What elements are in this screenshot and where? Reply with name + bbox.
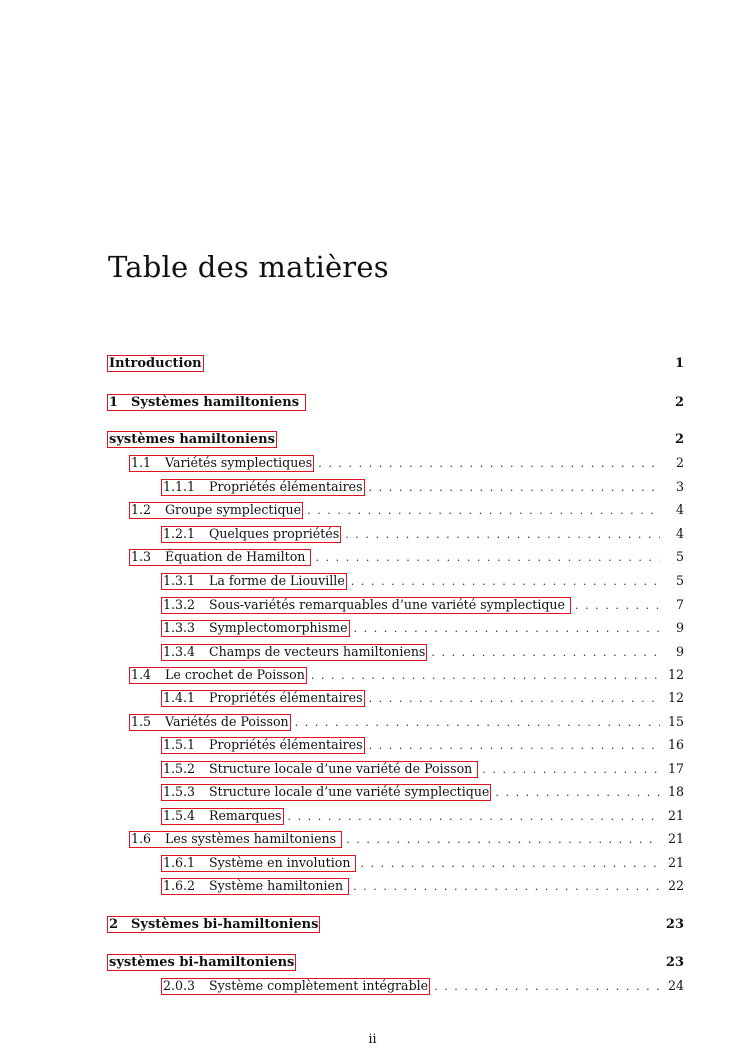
toc-entry-label: Équation de Hamilton [165,549,310,564]
toc-entry-link[interactable] [161,644,427,661]
toc-entry-page: 9 [675,620,684,635]
toc-entry[interactable] [107,431,684,448]
dot-leader [434,981,660,992]
toc-entry-label: systèmes bi-hamiltoniens [109,955,295,970]
toc-entry-number: 1.6.1 [163,855,196,870]
toc-entry-link[interactable] [161,620,350,637]
toc-entry[interactable] [129,502,684,519]
toc-entry-number: 1.6 [131,831,152,846]
toc-entry-page: 23 [665,955,684,970]
toc-entry-label: Système hamiltonien [209,878,348,893]
toc-entry[interactable] [107,916,684,933]
dot-leader [346,834,660,845]
toc-entry[interactable] [161,737,684,754]
toc-entry[interactable] [161,784,684,801]
toc-entry-page: 22 [667,878,684,893]
toc-entry-link[interactable] [161,761,478,778]
toc-entry-page: 9 [675,644,684,659]
toc-entry-number: 1.5 [131,714,152,729]
toc-entry-page: 7 [675,597,684,612]
toc-entry-number: 1.4 [131,667,152,682]
toc-entry-page: 1 [674,356,684,371]
dot-leader [295,717,660,728]
toc-entry-page: 23 [665,917,684,932]
page-title: Table des matières [108,250,389,284]
toc-entry-page: 4 [675,526,684,541]
toc-entry-number: 2 [109,917,119,932]
toc-entry-link[interactable] [129,714,291,731]
toc-entry[interactable] [107,394,684,411]
toc-entry-link[interactable] [129,502,303,519]
toc-entry[interactable] [161,978,684,995]
toc-entry-label: Groupe symplectique [165,502,302,517]
toc-entry-link[interactable] [161,808,284,825]
dot-leader [369,740,660,751]
dot-leader [575,600,660,611]
toc-entry-page: 2 [674,432,684,447]
toc-entry-label: Propriétés élémentaires [209,737,363,752]
toc-entry-label: Symplectomorphisme [209,620,348,635]
toc-entry[interactable] [161,878,684,895]
toc-entry-number: 1.6.2 [163,878,196,893]
toc-entry[interactable] [129,549,684,566]
toc-entry-label: Systèmes bi-hamiltoniens [131,917,319,932]
toc-entry[interactable] [161,690,684,707]
toc-entry-page: 12 [667,690,684,705]
toc-entry-page: 2 [674,395,684,410]
toc-entry[interactable] [161,808,684,825]
dot-leader [354,623,660,634]
toc-entry-number: 1.3.4 [163,644,196,659]
toc-entry-link[interactable] [161,573,347,590]
toc-entry[interactable] [161,597,684,614]
toc-entry-label: Système en involution [209,855,355,870]
toc-entry[interactable] [161,526,684,543]
dot-leader [318,458,660,469]
dot-leader [369,693,660,704]
toc-entry-number: 1.4.1 [163,690,196,705]
toc-entry-label: Systèmes hamiltoniens [131,395,304,410]
dot-leader [369,482,660,493]
toc-entry-label: systèmes hamiltoniens [109,432,275,447]
toc-entry[interactable] [129,831,684,848]
toc-entry-link[interactable] [161,855,356,872]
toc-entry-label: Sous-variétés remarquables d’une variété symplectique [209,597,569,612]
toc-entry[interactable] [129,455,684,472]
dot-leader [311,670,660,681]
toc-entry-label: Variétés symplectiques [165,455,313,470]
toc-entry-page: 21 [667,808,684,823]
toc-entry-link[interactable] [161,597,571,614]
toc-entry-link[interactable] [107,394,306,411]
toc-entry-label: Quelques propriétés [209,526,340,541]
toc-entry-number: 1.3.1 [163,573,196,588]
toc-entry-number: 1.5.3 [163,784,196,799]
toc-entry[interactable] [161,761,684,778]
dot-leader [351,576,660,587]
toc-entry[interactable] [107,355,684,372]
toc-entry-number: 1.5.1 [163,737,196,752]
toc-entry-link[interactable] [107,431,277,448]
toc-entry-link[interactable] [129,455,314,472]
toc-entry-link[interactable] [161,978,430,995]
dot-leader [315,552,660,563]
toc-entry-number: 1 [109,395,119,410]
toc-entry-page: 17 [667,761,684,776]
toc-entry-page: 12 [667,667,684,682]
toc-entry-link[interactable] [129,831,342,848]
toc-entry-page: 21 [667,855,684,870]
toc-entry-label: Variétés de Poisson [165,714,289,729]
toc-entry[interactable] [161,855,684,872]
toc-entry-link[interactable] [129,549,311,566]
toc-entry[interactable] [129,714,684,731]
toc-entry-page: 4 [675,502,684,517]
dot-leader [482,764,660,775]
dot-leader [288,811,661,822]
toc-entry-link[interactable] [161,784,491,801]
dot-leader [353,881,660,892]
toc-entry-number: 1.3.3 [163,620,196,635]
toc-entry-label: Propriétés élémentaires [209,690,363,705]
toc-entry-label: Introduction [109,356,202,371]
toc-entry-link[interactable] [107,916,320,933]
toc-entry-label: Remarques [209,808,282,823]
dot-leader [360,858,660,869]
toc-entry-number: 2.0.3 [163,978,196,993]
toc-entry-label: La forme de Liouville [209,573,345,588]
toc-entry-label: Système complètement intégrable [209,978,429,993]
toc-entry-link[interactable] [161,737,365,754]
dot-leader [307,505,660,516]
toc-entry-link[interactable] [107,954,296,971]
toc-entry-page: 5 [675,549,684,564]
toc-entry-number: 1.1.1 [163,479,196,494]
toc-entry[interactable] [161,573,684,590]
toc-entry-number: 1.2.1 [163,526,196,541]
toc-entry-label: Structure locale d’une variété symplectique [209,784,490,799]
toc-entry-page: 5 [675,573,684,588]
toc-entry-number: 1.1 [131,455,152,470]
toc-entry-link[interactable] [129,667,307,684]
dot-leader [345,529,660,540]
page-number: ii [368,1031,377,1046]
toc-entry-link[interactable] [161,690,365,707]
toc-entry-page: 18 [667,784,684,799]
toc-entry-label: Le crochet de Poisson [165,667,305,682]
dot-leader [495,787,660,798]
toc-entry[interactable] [161,620,684,637]
toc-entry-page: 15 [667,714,684,729]
dot-leader [431,647,660,658]
toc-entry-page: 16 [667,737,684,752]
toc-entry-page: 3 [675,479,684,494]
toc-entry-label: Champs de vecteurs hamiltoniens [209,644,426,659]
toc-entry-link[interactable] [161,479,365,496]
toc-entry-link[interactable] [161,526,341,543]
toc-entry-number: 1.5.2 [163,761,196,776]
toc-entry-page: 2 [675,455,684,470]
toc-entry-number: 1.3.2 [163,597,196,612]
toc-entry-number: 1.2 [131,502,152,517]
toc-entry[interactable] [129,667,684,684]
toc-entry-label: Les systèmes hamiltoniens [165,831,341,846]
toc-entry-link[interactable] [107,355,204,372]
toc-entry[interactable] [161,644,684,661]
toc-entry-number: 1.3 [131,549,152,564]
toc-entry-page: 24 [667,978,684,993]
toc-entry-label: Propriétés élémentaires [209,479,363,494]
toc-entry-number: 1.5.4 [163,808,196,823]
toc-entry-page: 21 [667,831,684,846]
toc-entry-link[interactable] [161,878,349,895]
toc-entry[interactable] [161,479,684,496]
toc-entry[interactable] [107,954,684,971]
toc-entry-label: Structure locale d’une variété de Poisson [209,761,477,776]
